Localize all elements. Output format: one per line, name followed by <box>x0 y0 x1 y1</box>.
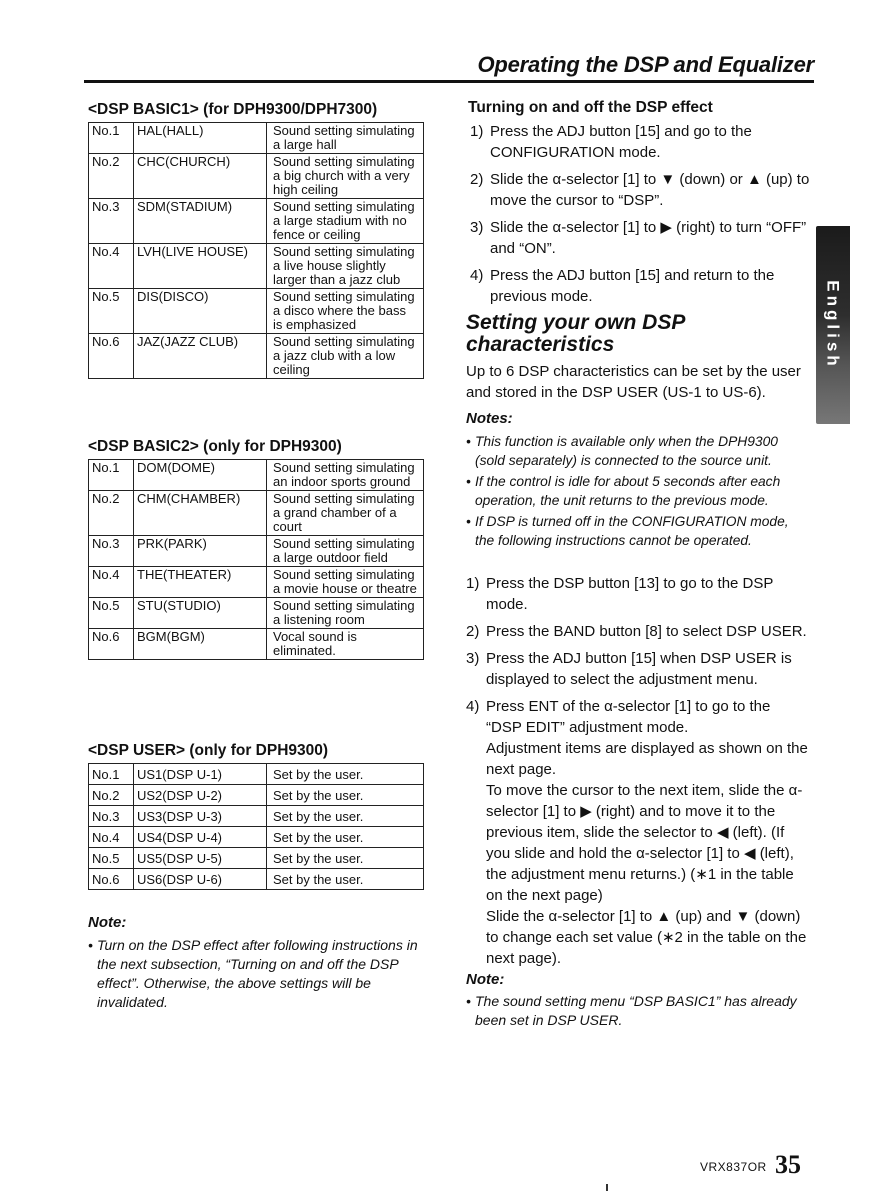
step-number: 2) <box>470 171 484 188</box>
step-item <box>470 265 810 307</box>
turning-steps <box>470 121 810 313</box>
step4-paragraph: Slide the α-selector [1] to ▲ (up) and ▼ (down) to change each set value (∗2 in the table on the next page). <box>486 908 807 967</box>
mode-name: US1(DSP U-1) <box>134 764 267 785</box>
mode-description: Sound setting simulating a listening room <box>267 598 424 629</box>
table-row <box>89 764 424 785</box>
note-item: • If DSP is turned off in the CONFIGURATION mode, the following instructions cannot be operated. <box>466 512 810 550</box>
table-row <box>89 848 424 869</box>
mode-name: CHC(CHURCH) <box>134 154 267 199</box>
mode-description: Set by the user. <box>267 806 424 827</box>
table-row <box>89 244 424 289</box>
table-row <box>89 785 424 806</box>
mode-name: HAL(HALL) <box>134 123 267 154</box>
page-header-title: Operating the DSP and Equalizer <box>477 52 814 77</box>
mode-name: THE(THEATER) <box>134 567 267 598</box>
own-note-body <box>466 992 810 1032</box>
mode-description: Sound setting simulating a grand chamber of a court <box>267 491 424 536</box>
row-number: No.5 <box>89 848 134 869</box>
row-number: No.2 <box>89 154 134 199</box>
step-item <box>466 573 810 615</box>
step-number: 1) <box>466 575 480 592</box>
table-row <box>89 629 424 660</box>
header-rule <box>84 80 814 83</box>
own-dsp-intro: Up to 6 DSP characteristics can be set by the user and stored in the DSP USER (US-1 to US-6). <box>466 363 801 401</box>
own-notes-body <box>466 432 810 552</box>
step4-paragraph: To move the cursor to the next item, slide the α-selector [1] to ▶ (right) and to move it to the previous item, slide the selector to ◀ (left). (If you slide and hold the α-selector [1] to ◀ (left), the adjustment menu returns.) (∗1 in the table on the next page) <box>486 782 803 904</box>
row-number: No.6 <box>89 334 134 379</box>
mode-name: PRK(PARK) <box>134 536 267 567</box>
mode-description: Sound setting simulating a live house slightly larger than a jazz club <box>267 244 424 289</box>
table-row <box>89 154 424 199</box>
step-number: 4) <box>470 267 484 284</box>
mode-description: Sound setting simulating a large stadium with no fence or ceiling <box>267 199 424 244</box>
dsp-basic1-table <box>88 122 424 379</box>
table-row <box>89 491 424 536</box>
left-note-body <box>88 936 424 1014</box>
row-number: No.4 <box>89 827 134 848</box>
model-code: VRX837OR <box>700 1160 767 1174</box>
dsp-basic2-title: <DSP BASIC2> (only for DPH9300) <box>88 438 342 455</box>
mode-name: US2(DSP U-2) <box>134 785 267 806</box>
step-item <box>470 121 810 163</box>
mode-name: SDM(STADIUM) <box>134 199 267 244</box>
row-number: No.1 <box>89 764 134 785</box>
row-number: No.4 <box>89 567 134 598</box>
mode-description: Sound setting simulating a disco where the bass is emphasized <box>267 289 424 334</box>
note-item: • If the control is idle for about 5 seconds after each operation, the unit returns to the previous mode. <box>466 472 810 510</box>
mode-description: Sound setting simulating a movie house or theatre <box>267 567 424 598</box>
dsp-basic2-table <box>88 459 424 660</box>
mode-name: STU(STUDIO) <box>134 598 267 629</box>
table-row <box>89 460 424 491</box>
mode-description: Vocal sound is eliminated. <box>267 629 424 660</box>
row-number: No.1 <box>89 123 134 154</box>
table-row <box>89 869 424 890</box>
row-number: No.2 <box>89 491 134 536</box>
step-text: Slide the α-selector [1] to ▼ (down) or ▲ (up) to move the cursor to “DSP”. <box>490 171 810 209</box>
mode-name: DIS(DISCO) <box>134 289 267 334</box>
mode-description: Sound setting simulating a large hall <box>267 123 424 154</box>
step-number: 3) <box>466 650 480 667</box>
table-row <box>89 334 424 379</box>
mode-name: BGM(BGM) <box>134 629 267 660</box>
table-row <box>89 123 424 154</box>
table-row <box>89 806 424 827</box>
step-text: Press the BAND button [8] to select DSP USER. <box>486 623 807 640</box>
table-row <box>89 598 424 629</box>
step-text: Press the ADJ button [15] when DSP USER is displayed to select the adjustment menu. <box>486 650 792 688</box>
dsp-user-table <box>88 763 424 890</box>
note-item: • This function is available only when the DPH9300 (sold separately) is connected to the source unit. <box>466 432 810 470</box>
dsp-user-title: <DSP USER> (only for DPH9300) <box>88 742 329 759</box>
step-item <box>466 696 810 738</box>
row-number: No.4 <box>89 244 134 289</box>
step-number: 3) <box>470 219 484 236</box>
language-tab-label: English <box>824 280 843 370</box>
mode-description: Sound setting simulating a large outdoor field <box>267 536 424 567</box>
mode-name: US5(DSP U-5) <box>134 848 267 869</box>
left-note-title: Note: <box>88 914 127 931</box>
turning-title: Turning on and off the DSP effect <box>468 99 713 116</box>
step-number: 1) <box>470 123 484 140</box>
mode-name: CHM(CHAMBER) <box>134 491 267 536</box>
step4-paragraph: Adjustment items are displayed as shown on the next page. <box>486 740 808 778</box>
mode-description: Set by the user. <box>267 764 424 785</box>
mode-description: Set by the user. <box>267 848 424 869</box>
step-item <box>466 648 810 690</box>
mode-name: US3(DSP U-3) <box>134 806 267 827</box>
row-number: No.6 <box>89 629 134 660</box>
step-text: Press the ADJ button [15] and go to the CONFIGURATION mode. <box>490 123 752 161</box>
step-item <box>470 217 810 259</box>
row-number: No.1 <box>89 460 134 491</box>
step-text: Press the DSP button [13] to go to the DSP mode. <box>486 575 774 613</box>
own-notes-title: Notes: <box>466 410 513 427</box>
mode-name: US4(DSP U-4) <box>134 827 267 848</box>
mode-name: LVH(LIVE HOUSE) <box>134 244 267 289</box>
mode-name: DOM(DOME) <box>134 460 267 491</box>
row-number: No.3 <box>89 806 134 827</box>
mode-name: US6(DSP U-6) <box>134 869 267 890</box>
table-row <box>89 289 424 334</box>
step-number: 2) <box>466 623 480 640</box>
language-side-tab <box>816 226 850 424</box>
row-number: No.3 <box>89 199 134 244</box>
step-text: Slide the α-selector [1] to ▶ (right) to turn “OFF” and “ON”. <box>490 219 807 257</box>
own-dsp-steps <box>466 573 810 969</box>
print-marker <box>606 1184 608 1191</box>
row-number: No.6 <box>89 869 134 890</box>
row-number: No.3 <box>89 536 134 567</box>
step-item <box>470 169 810 211</box>
row-number: No.5 <box>89 289 134 334</box>
mode-description: Set by the user. <box>267 785 424 806</box>
mode-description: Sound setting simulating a big church with a very high ceiling <box>267 154 424 199</box>
mode-description: Sound setting simulating a jazz club with a low ceiling <box>267 334 424 379</box>
note-item: • Turn on the DSP effect after following instructions in the next subsection, “Turning on and off the DSP effect”. Otherwise, the above settings will be invalidated. <box>88 936 424 1012</box>
mode-description: Set by the user. <box>267 827 424 848</box>
table-row <box>89 536 424 567</box>
step4-details <box>466 738 810 969</box>
row-number: No.2 <box>89 785 134 806</box>
table-row <box>89 199 424 244</box>
table-row <box>89 567 424 598</box>
mode-description: Sound setting simulating an indoor sports ground <box>267 460 424 491</box>
mode-name: JAZ(JAZZ CLUB) <box>134 334 267 379</box>
step-text: Press the ADJ button [15] and return to the previous mode. <box>490 267 775 305</box>
row-number: No.5 <box>89 598 134 629</box>
table-row <box>89 827 424 848</box>
step-item <box>466 621 810 642</box>
own-note-title: Note: <box>466 971 505 988</box>
page-number: 35 <box>775 1150 801 1179</box>
note-item: • The sound setting menu “DSP BASIC1” has already been set in DSP USER. <box>466 992 810 1030</box>
step-text: Press ENT of the α-selector [1] to go to the “DSP EDIT” adjustment mode. <box>486 698 771 736</box>
mode-description: Set by the user. <box>267 869 424 890</box>
step-number: 4) <box>466 698 480 715</box>
dsp-basic1-title: <DSP BASIC1> (for DPH9300/DPH7300) <box>88 101 378 118</box>
own-dsp-heading: Setting your own DSP characteristics <box>466 311 685 356</box>
